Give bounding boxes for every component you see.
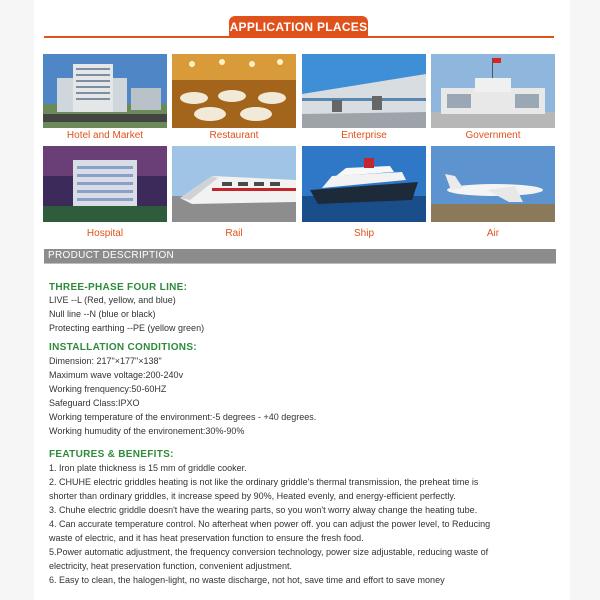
place-tile-government <box>431 54 555 144</box>
feature-line: 2. CHUHE electric griddles heating is not like the ordinary griddle's thermal transmission, the preheat time is <box>49 477 479 487</box>
place-tile-restaurant <box>172 54 296 144</box>
three-phase-line: Protecting earthing --PE (yellow green) <box>49 323 205 333</box>
feature-line: 1. Iron plate thickness is 15 mm of griddle cooker. <box>49 463 247 473</box>
three-phase-title: THREE-PHASE FOUR LINE: <box>49 282 188 293</box>
features-title: FEATURES & BENEFITS: <box>49 449 174 460</box>
installation-title: INSTALLATION CONDITIONS: <box>49 342 197 353</box>
hotel-photo <box>43 54 167 128</box>
place-tile-ship <box>302 146 426 238</box>
installation-line: Working temperature of the environment:-5 degrees - +40 degrees. <box>49 412 317 422</box>
feature-line: shorter than ordinary griddles, it increase speed by 90%, Heated evenly, and energy-efficient perfectly. <box>49 491 456 501</box>
air-photo <box>431 146 555 222</box>
feature-line: 3. Chuhe electric griddle doesn't have the wearing parts, so you won't worry alway change the heating tube. <box>49 505 478 515</box>
place-caption: Government <box>465 130 521 141</box>
product-description-rule <box>44 263 556 264</box>
feature-line: 4. Can accurate temperature control. No afterheat when power off. you can adjust the power level, to Reducing <box>49 519 491 529</box>
place-caption: Enterprise <box>341 130 387 141</box>
place-tile-air <box>431 146 555 238</box>
rail-photo <box>172 146 296 222</box>
place-caption: Ship <box>353 228 374 238</box>
feature-line: electricity, heat preservation function, convenient adjustment. <box>49 561 292 571</box>
installation-line: Working humudity of the environement:30%-90% <box>49 426 245 436</box>
installation-line: Maximum wave voltage:200-240v <box>49 370 184 380</box>
hospital-photo <box>43 146 167 222</box>
government-photo <box>431 54 555 128</box>
three-phase-line: Null line --N (blue or black) <box>49 309 156 319</box>
installation-line: Safeguard Class:IPXO <box>49 398 140 408</box>
product-description-title: PRODUCT DESCRIPTION <box>48 250 175 261</box>
place-caption: Hospital <box>86 228 124 238</box>
right-margin <box>570 0 600 600</box>
place-caption: Air <box>486 228 500 238</box>
place-tile-hotel <box>43 54 167 144</box>
feature-line: 6. Easy to clean, the halogen-light, no waste discharge, not hot, save time and effort to save money <box>49 575 445 585</box>
restaurant-photo <box>172 54 296 128</box>
place-caption: Hotel and Market <box>66 130 144 141</box>
place-tile-rail <box>172 146 296 238</box>
feature-line: waste of electric, and it has heat preservation function to ensure the fresh food. <box>49 533 364 543</box>
three-phase-line: LIVE --L (Red, yellow, and blue) <box>49 295 176 305</box>
ship-photo <box>302 146 426 222</box>
place-tile-hospital <box>43 146 167 238</box>
installation-line: Working frenquency:50-60HZ <box>49 384 167 394</box>
place-tile-enterprise <box>302 54 426 144</box>
left-margin <box>0 0 34 600</box>
feature-line: 5.Power automatic adjustment, the frequency conversion technology, power size adjustable, reducing waste of <box>49 547 489 557</box>
enterprise-photo <box>302 54 426 128</box>
place-caption: Restaurant <box>209 130 259 141</box>
product-description-bar <box>44 249 556 263</box>
installation-line: Dimension: 217"×177"×138" <box>49 356 162 366</box>
place-caption: Rail <box>225 228 243 238</box>
application-places-header: APPLICATION PLACES <box>229 16 368 38</box>
